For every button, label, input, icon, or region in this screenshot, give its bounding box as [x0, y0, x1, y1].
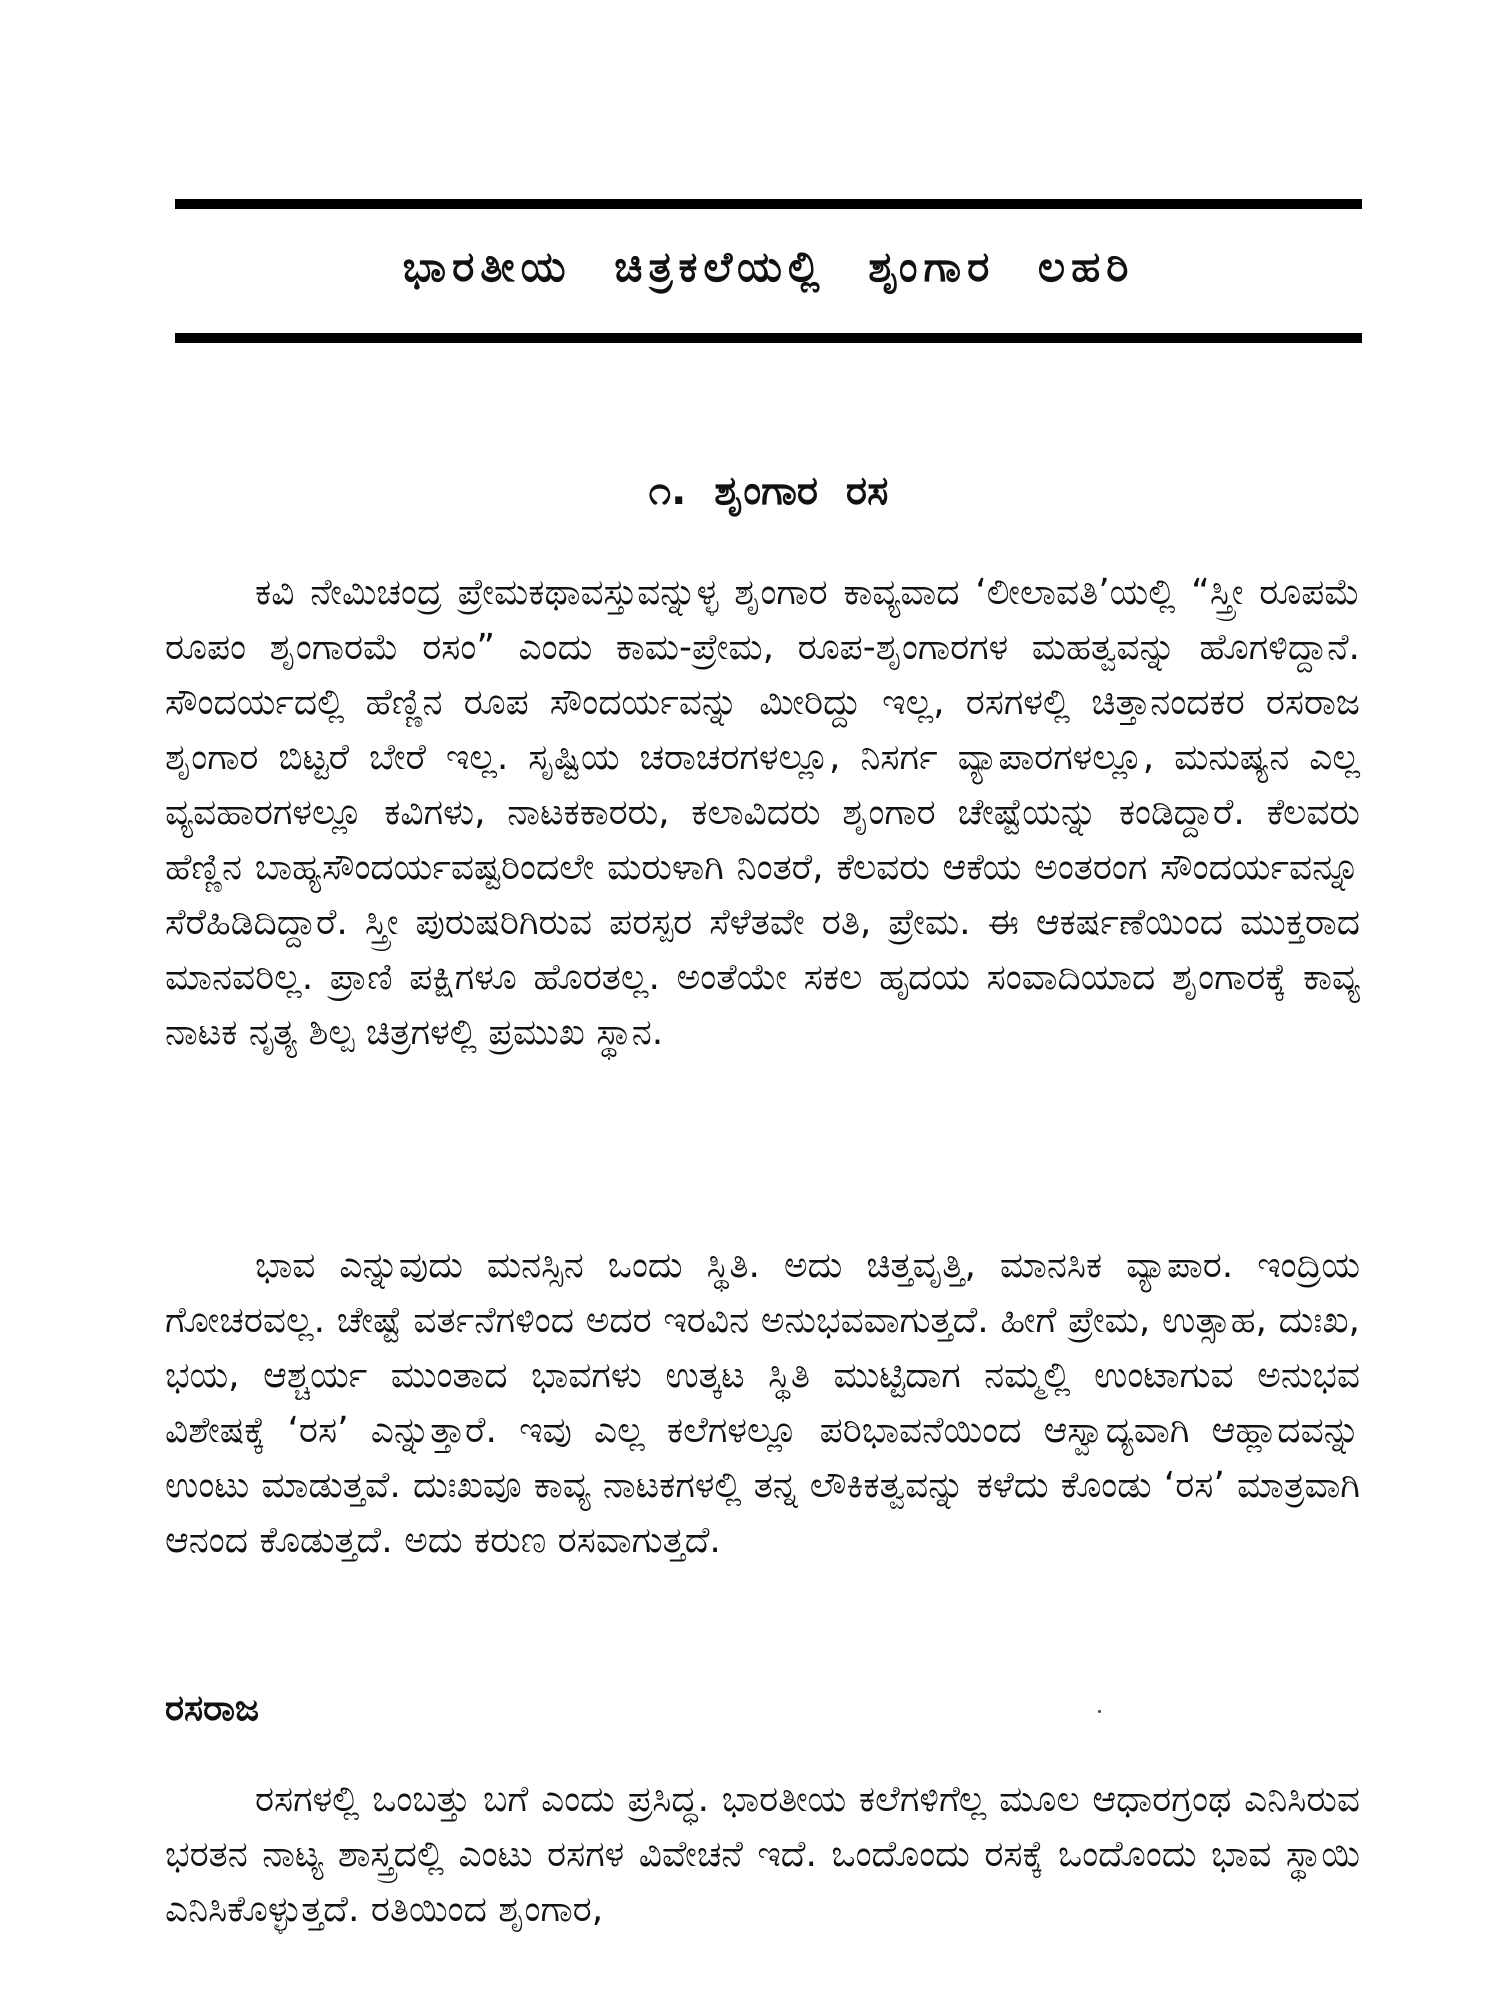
paragraph-2: ಭಾವ ಎನ್ನುವುದು ಮನಸ್ಸಿನ ಒಂದು ಸ್ಥಿತಿ. ಅದು ಚಿತ್ತವೃತ್ತಿ, ಮಾನಸಿಕ ವ್ಯಾಪಾರ. ಇಂದ್ರಿಯ ಗೋಚರವಲ್ಲ. ಚೇಷ್ಟೆ ವರ್ತನೆಗಳಿಂದ ಅದರ ಇರವಿನ ಅನುಭವವಾಗುತ್ತದೆ. ಹೀಗೆ ಪ್ರೇಮ, ಉತ್ಸಾಹ, ದುಃಖ, ಭಯ, ಆಶ್ಚರ್ಯ ಮುಂತಾದ ಭಾವಗಳು ಉತ್ಕಟ ಸ್ಥಿತಿ ಮುಟ್ಟಿದಾಗ ನಮ್ಮಲ್ಲಿ ಉಂಟಾಗುವ ಅನುಭವ ವಿಶೇಷಕ್ಕೆ ‘ರಸ’ ಎನ್ನುತ್ತಾರೆ. ಇವು ಎಲ್ಲ ಕಲೆಗಳಲ್ಲೂ ಪರಿಭಾವನೆಯಿಂದ ಆಸ್ವಾದ್ಯವಾಗಿ ಆಹ್ಲಾದವನ್ನು ಉಂಟು ಮಾಡುತ್ತವೆ. ದುಃಖವೂ ಕಾವ್ಯ ನಾಟಕಗಳಲ್ಲಿ ತನ್ನ ಲೌಕಿಕತ್ವವನ್ನು ಕಳೆದು ಕೊಂಡು ‘ರಸ’ ಮಾತ್ರವಾಗಿ ಆನಂದ ಕೊಡುತ್ತದೆ. ಅದು ಕರುಣ ರಸವಾಗುತ್ತದೆ.: [165, 1245, 1360, 1561]
paragraph-1: ಕವಿ ನೇಮಿಚಂದ್ರ ಪ್ರೇಮಕಥಾವಸ್ತುವನ್ನುಳ್ಳ ಶೃಂಗಾರ ಕಾವ್ಯವಾದ ‘ಲೀಲಾವತಿ’ಯಲ್ಲಿ “ಸ್ತ್ರೀ ರೂಪಮೆ ರೂಪಂ ಶೃಂಗಾರಮೆ ರಸಂ” ಎಂದು ಕಾಮ-ಪ್ರೇಮ, ರೂಪ-ಶೃಂಗಾರಗಳ ಮಹತ್ವವನ್ನು ಹೊಗಳಿದ್ದಾನೆ. ಸೌಂದರ್ಯದಲ್ಲಿ ಹೆಣ್ಣಿನ ರೂಪ ಸೌಂದರ್ಯವನ್ನು ಮೀರಿದ್ದು ಇಲ್ಲ, ರಸಗಳಲ್ಲಿ ಚಿತ್ತಾನಂದಕರ ರಸರಾಜ ಶೃಂಗಾರ ಬಿಟ್ಟರೆ ಬೇರೆ ಇಲ್ಲ. ಸೃಷ್ಟಿಯ ಚರಾಚರಗಳಲ್ಲೂ, ನಿಸರ್ಗ ವ್ಯಾಪಾರಗಳಲ್ಲೂ, ಮನುಷ್ಯನ ಎಲ್ಲ ವ್ಯವಹಾರಗಳಲ್ಲೂ ಕವಿಗಳು, ನಾಟಕಕಾರರು, ಕಲಾವಿದರು ಶೃಂಗಾರ ಚೇಷ್ಟೆಯನ್ನು ಕಂಡಿದ್ದಾರೆ. ಕೆಲವರು ಹೆಣ್ಣಿನ ಬಾಹ್ಯಸೌಂದರ್ಯವಷ್ಟರಿಂದಲೇ ಮರುಳಾಗಿ ನಿಂತರೆ, ಕೆಲವರು ಆಕೆಯ ಅಂತರಂಗ ಸೌಂದರ್ಯವನ್ನೂ ಸೆರೆಹಿಡಿದಿದ್ದಾರೆ. ಸ್ತ್ರೀ ಪುರುಷರಿಗಿರುವ ಪರಸ್ಪರ ಸೆಳೆತವೇ ರತಿ, ಪ್ರೇಮ. ಈ ಆಕರ್ಷಣೆಯಿಂದ ಮುಕ್ತರಾದ ಮಾನವರಿಲ್ಲ. ಪ್ರಾಣಿ ಪಕ್ಷಿಗಳೂ ಹೊರತಲ್ಲ. ಅಂತೆಯೇ ಸಕಲ ಹೃದಯ ಸಂವಾದಿಯಾದ ಶೃಂಗಾರಕ್ಕೆ ಕಾವ್ಯ ನಾಟಕ ನೃತ್ಯ ಶಿಲ್ಪ ಚಿತ್ರಗಳಲ್ಲಿ ಪ್ರಮುಖ ಸ್ಥಾನ.: [165, 572, 1360, 1053]
section-title: ೧. ಶೃಂಗಾರ ರಸ: [648, 468, 889, 514]
title-top-rule: [175, 199, 1362, 209]
paragraph-3: ರಸಗಳಲ್ಲಿ ಒಂಬತ್ತು ಬಗೆ ಎಂದು ಪ್ರಸಿದ್ಧ. ಭಾರತೀಯ ಕಲೆಗಳಿಗೆಲ್ಲ ಮೂಲ ಆಧಾರಗ್ರಂಥ ಎನಿಸಿರುವ ಭರತನ ನಾಟ್ಯ ಶಾಸ್ತ್ರದಲ್ಲಿ ಎಂಟು ರಸಗಳ ವಿವೇಚನೆ ಇದೆ. ಒಂದೊಂದು ರಸಕ್ಕೆ ಒಂದೊಂದು ಭಾವ ಸ್ಥಾಯಿ ಎನಿಸಿಕೊಳ್ಳುತ್ತದೆ. ರತಿಯಿಂದ ಶೃಂಗಾರ,: [165, 1779, 1360, 1930]
print-speck: [1098, 1710, 1101, 1713]
title-bottom-rule: [175, 333, 1362, 343]
book-title: ಭಾರತೀಯ ಚಿತ್ರಕಲೆಯಲ್ಲಿ ಶೃಂಗಾರ ಲಹರಿ: [402, 242, 1135, 291]
subsection-heading: ರಸರಾಜ: [165, 1688, 260, 1729]
